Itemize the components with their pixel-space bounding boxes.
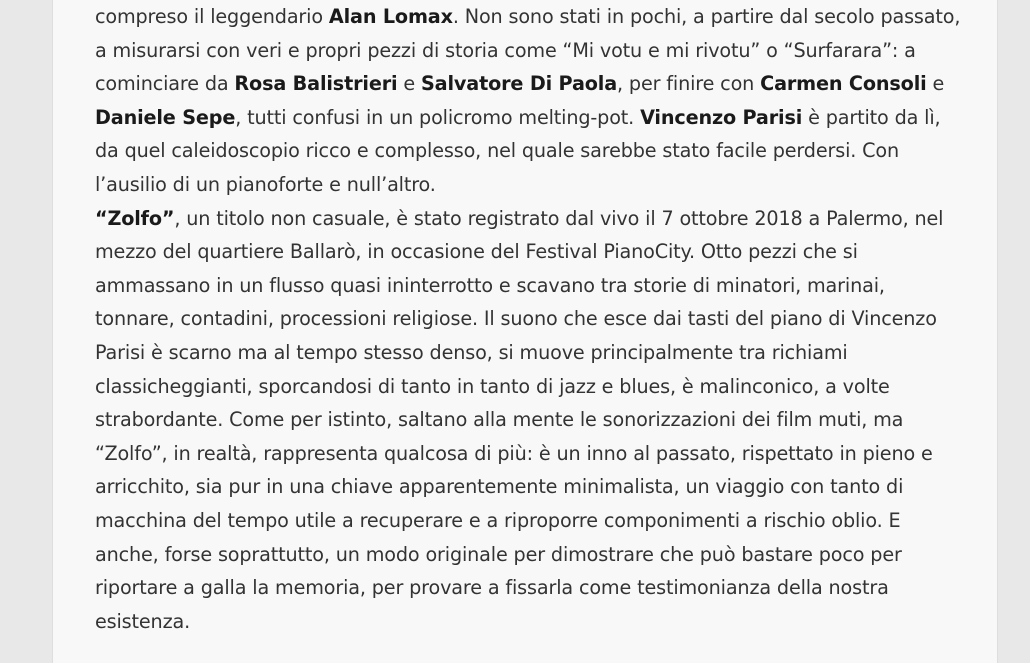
article-paragraph-2 <box>95 202 965 639</box>
article-body <box>95 0 965 638</box>
paragraph-text: e <box>926 72 945 96</box>
article-paragraph-1 <box>95 0 965 202</box>
album-title-zolfo: “Zolfo” <box>95 206 175 230</box>
paragraph-text: . Non sono stati in pochi, a partire dal secolo passato, a misurarsi con veri e propri pezzi di storia come “Mi votu e mi rivotu” o “Surfarara”: a cominciare da <box>95 5 961 96</box>
paragraph-text: compreso il leggendario <box>95 5 329 28</box>
paragraph-text: è partito da lì, da quel caleidoscopio ricco e complesso, nel quale sarebbe stato facile perdersi. Con l’ausilio di un pianoforte e null’altro. <box>95 105 941 196</box>
artist-name-daniele-sepe: Daniele Sepe <box>95 105 236 129</box>
artist-name-carmen-consoli: Carmen Consoli <box>760 72 927 96</box>
paragraph-text: , tutti confusi in un policromo melting-pot. <box>235 105 641 129</box>
artist-name-salvatore-di-paola: Salvatore Di Paola <box>421 72 618 96</box>
paragraph-text: , un titolo non casuale, è stato registrato dal vivo il 7 ottobre 2018 a Palermo, nel mezzo del quartiere Ballarò, in occasione del Festival PianoCity. Otto pezzi che si ammassano in un flusso quasi ininterrotto e scavano tra storie di minatori, marinai, tonnare, contadini, processioni religiose. Il suono che esce dai tasti del piano di Vincenzo Parisi è scarno ma al tempo stesso denso, si muove principalmente tra richiami classicheggianti, sporcandosi di tanto in tanto di jazz e blues, è malinconico, a volte strabordante. Come per istinto, saltano alla mente le sonorizzazioni dei film muti, ma “Zolfo”, in realtà, rappresenta qualcosa di più: è un inno al passato, rispettato in pieno e arricchito, sia pur in una chiave apparentemente minimalista, un viaggio con tanto di macchina del tempo utile a recuperare e a riproporre componimenti a rischio oblio. E anche, forse soprattutto, un modo originale per dimostrare che può bastare poco per riportare a galla la memoria, per provare a fissarla come testimonianza della nostra esistenza. <box>95 206 944 633</box>
artist-name-rosa-balistrieri: Rosa Balistrieri <box>234 72 398 96</box>
paragraph-text: , per finire con <box>617 72 761 96</box>
artist-name-vincenzo-parisi: Vincenzo Parisi <box>640 105 803 129</box>
paragraph-text: e <box>397 72 422 96</box>
artist-name-alan-lomax: Alan Lomax <box>328 5 453 28</box>
